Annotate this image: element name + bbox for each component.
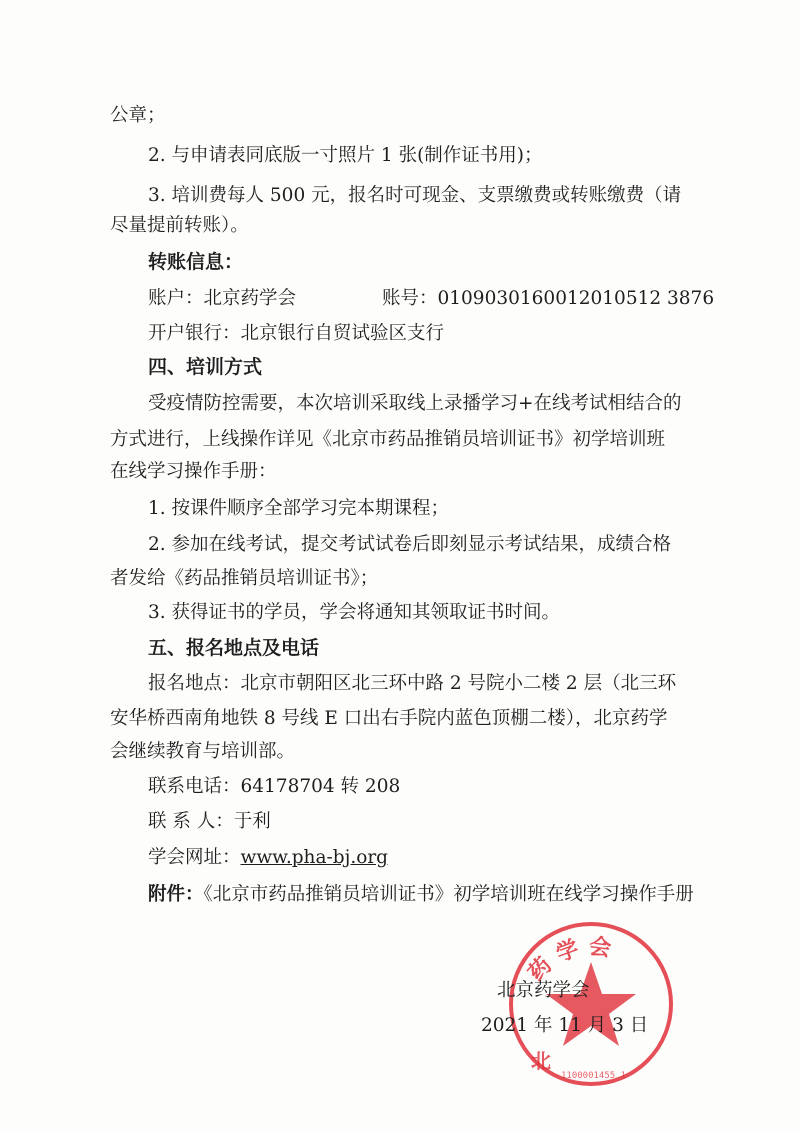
list-item-fee: 3. 培训费每人 500 元，报名时可现金、支票缴费或转账缴费（请 (148, 185, 682, 206)
section4-para-2: 方式进行，上线操作详见《北京市药品推销员培训证书》初学培训班 (110, 429, 666, 450)
attachment-label: 附件： (148, 884, 204, 905)
section5-phone: 联系电话：64178704 转 208 (148, 776, 401, 797)
list-item-photo: 2. 与申请表同底版一寸照片 1 张(制作证书用)； (148, 145, 543, 166)
section4-item-2-cont: 者发给《药品推销员培训证书》； (110, 568, 379, 589)
section4-item-2: 2. 参加在线考试，提交考试试卷后即刻显示考试结果，成绩合格 (148, 534, 672, 555)
section5-address-1: 报名地点：北京市朝阳区北三环中路 2 号院小二楼 2 层（北三环 (148, 673, 677, 694)
section4-para-1: 受疫情防控需要，本次培训采取线上录播学习+在线考试相结合的 (148, 393, 682, 414)
transfer-account-name: 账户：北京药学会 (148, 288, 297, 309)
text-line-1: 公章； (110, 105, 166, 126)
section4-para-3: 在线学习操作手册： (110, 461, 277, 482)
signature-date: 2021 年 11 月 3 日 (481, 1015, 649, 1036)
transfer-bank: 开户银行：北京银行自贸试验区支行 (148, 323, 445, 344)
section4-item-3: 3. 获得证书的学员，学会将通知其领取证书时间。 (148, 602, 561, 623)
seal-side-text: 北 (531, 1049, 551, 1073)
transfer-heading: 转账信息： (148, 251, 244, 273)
website-label: 学会网址： (148, 847, 241, 868)
signature-org: 北京药学会 (497, 980, 590, 1001)
section5-contact: 联 系 人：于利 (148, 811, 271, 832)
official-seal-stamp (505, 918, 677, 1090)
section5-website (148, 846, 388, 870)
seal-number: 1100001455 1 (561, 1071, 627, 1081)
website-link[interactable]: www.pha-bj.org (240, 847, 389, 868)
section5-address-3: 会继续教育与培训部。 (110, 741, 296, 762)
attachment-title: 《北京市药品推销员培训证书》初学培训班在线学习操作手册 (203, 884, 694, 905)
section4-heading: 四、培训方式 (148, 356, 263, 378)
attachment-line (148, 883, 694, 907)
seal-arc-text: 药 学 会 (523, 934, 613, 987)
section5-heading: 五、报名地点及电话 (148, 637, 320, 659)
list-item-fee-cont: 尽量提前转账）。 (110, 215, 249, 236)
section5-address-2: 安华桥西南角地铁 8 号线 E 口出右手院内蓝色顶棚二楼），北京药学 (110, 708, 668, 729)
transfer-account-number: 账号：0109030160012010512 3876 (382, 288, 715, 309)
section4-item-1: 1. 按课件顺序全部学习完本期课程； (148, 498, 450, 519)
